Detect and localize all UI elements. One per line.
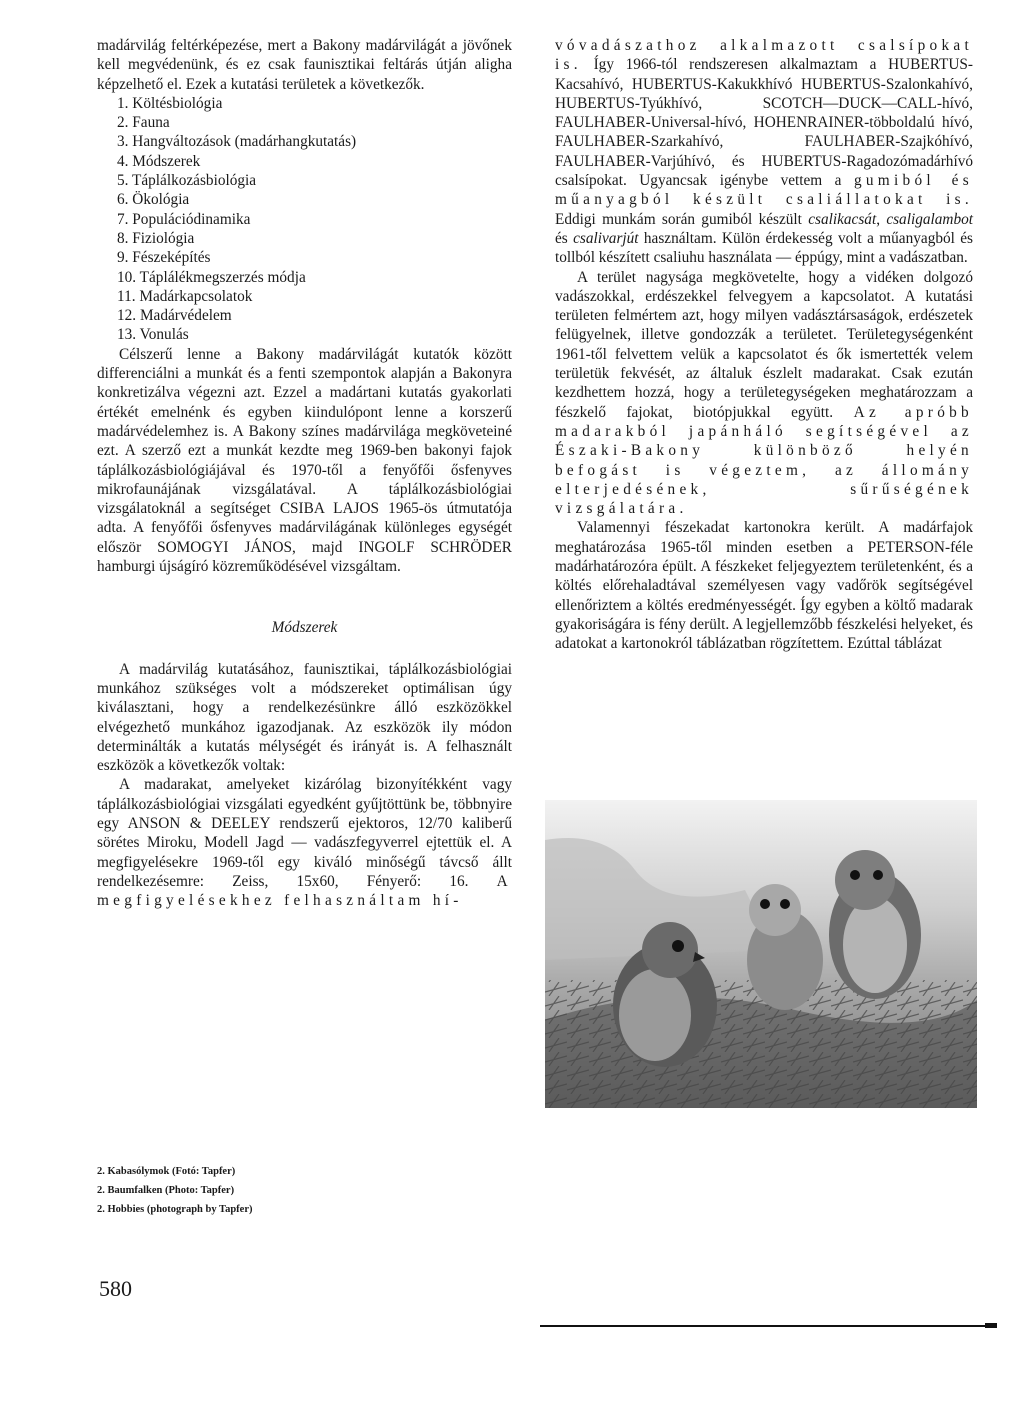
spaced-emphasis: Az apróbb madarakból japánháló segítségével az Északi-Bakony különböző helyén befogást is végeztem, az állomány elterjedésének, sűrűségének vizsgálatára. bbox=[555, 403, 973, 518]
section-heading: Módszerek bbox=[271, 619, 338, 637]
footer-rule bbox=[540, 1325, 995, 1327]
body-paragraph: Célszerű lenne a Bakony madárvilágát kutatók között differenciálni a munkát és a fenti szempontok alapján a Bakonyra konkretizálva végezni azt. Ezzel a madártani kutatás gyakorlati értékét emelnénk és egyben kiindulópont lenne a korszerű madárvédelemhez is. A Bakony színes madárvilága megköveteiné ezt. A szerző ezt a munkát kezdte meg 1969-ben bakonyi fajok táplálkozásbiológiájával és 1970-től a fenyőfői ősfenyves mikrofaunájának vizsgálatával. A táplálkozásbiológiai vizsgálatoknál a segítséget CSIBA LAJOS 1965-ös útmutatója adta. A fenyőfői ősfenyves madárvilágának különleges egységét először SOMOGYI JÁNOS, majd INGOLF SCHRÖDER hamburgi újságíró közreműködésével vizsgáltam. bbox=[97, 345, 512, 576]
italic-term: csalikacsát bbox=[808, 210, 877, 228]
italic-term: csaligalambot bbox=[886, 210, 973, 228]
spaced-emphasis: A megfigyelésekhez felhasználtam hí- bbox=[97, 872, 512, 910]
list-item: 5. Táplálkozásbiológia bbox=[117, 172, 257, 190]
body-paragraph: Valamennyi fészekadat kartonokra került. A madárfajok meghatározása 1965-től minden esetben a PETERSON-féle madárhatározóra épült. A fészkeket feljegyeztem területenként, és a költés előrehaladtával személyesen vagy vadőrök segítségével ellenőriztem a költés eredményességét. Így egyben a költő madarak gyakoriságára is fény derült. A legjellemzőbb fészkelési helyeket, és adatokat a kartonokról táblázatban rögzítettem. Ezúttal táblázat bbox=[555, 519, 973, 653]
list-item: 6. Ökológia bbox=[117, 191, 190, 209]
paragraph-text: A madarakat, amelyeket kizárólag bizonyítékként vagy táplálkozásbiológiai vizsgálati egyedként gyűjtöttünk be, többnyire egy ANSON & DEELEY rendszerű ejektoros, 12/70 kaliberű sörétes Miroku, Modell Jagd — vadászfegyverrel ejtettük el. A megfigyelésekre 1969-től egy kiváló minőségű távcső állt rendelkezésemre: Zeiss, 15x60, Fényerő: 16. bbox=[97, 776, 512, 890]
list-item: 9. Fészeképítés bbox=[117, 249, 211, 267]
spaced-emphasis: gumiból és műanyagból készült csaliállatokat is. bbox=[555, 172, 973, 209]
paragraph-text: és bbox=[555, 229, 568, 247]
body-paragraph: vóvadászathoz alkalmazott csalsípokat is. Így 1966-tól rendszeresen alkalmaztam a HUBERTUS-Kacsahívó, HUBERTUS-Kakukkhívó HUBERTUS-Szalonkahívó, HUBERTUS-Tyúkhívó, SCOTCH—DUCK—CALL-hívó, FAULHABER-Universal-hívó, HOHENRAINER-többoldalú hívó, FAULHABER-Szarkahívó, FAULHABER-Szajkóhívó, FAULHABER-Varjúhívó, és HUBERTUS-Ragadozómadárhívó csalsípokat. Ugyancsak igénybe vettem a gumiból és műanyagból készült csaliállatokat is. Eddigi munkám során gumiból készült csalikacsát, csaligalambot és csalivarjút használtam. Külön érdekesség volt a műanyagból és tollból készített csaliuhu használata — éppúgy, mint a vadászatban. bbox=[555, 37, 974, 267]
photo-captions bbox=[97, 1162, 253, 1219]
page-number: 580 bbox=[99, 1276, 132, 1301]
list-item: 11. Madárkapcsolatok bbox=[117, 287, 253, 305]
list-item: 2. Fauna bbox=[117, 114, 170, 132]
paragraph-text: A terület nagysága megkövetelte, hogy a vidéken dolgozó vadászokkal, erdészekkel felvegyem a kapcsolatot. A kutatási területen felmértem azt, hogy milyen vadásztársaságok, erdészetek felügyelnek, illetve gondozzák a területet. Területegységenként 1961-től felvettem velük a kapcsolatot és ők ismertették velem területük fekvését, az általuk észlelt madarakat. Csak ezután kezdhettem hozzá, hogy a területegységeken meghatározzam a fészkelő fajokat, biotópjukkal együtt. bbox=[555, 268, 973, 421]
list-item: 3. Hangváltozások (madárhangkutatás) bbox=[117, 133, 357, 151]
list-item: 12. Madárvédelem bbox=[117, 307, 232, 325]
list-item: 10. Táplálékmegszerzés módja bbox=[117, 268, 306, 286]
right-column bbox=[555, 36, 973, 654]
bird-photo-icon bbox=[545, 800, 977, 1108]
caption-german: 2. Baumfalken (Photo: Tapfer) bbox=[97, 1185, 235, 1196]
intro-paragraph: madárvilág feltérképezése, mert a Bakony madárvilágát a jövőnek kell megvédenünk, és ez csak faunisztikai feltárás útján aligha képzelhető el. Ezek a kutatási területek a következők. bbox=[97, 37, 512, 93]
body-paragraph bbox=[555, 268, 973, 519]
paragraph-text: Így 1966-tól rendszeresen alkalmaztam a HUBERTUS-Kacsahívó, HUBERTUS-Kakukkhívó HUBERTUS-Szalonkahívó, HUBERTUS-Tyúkhívó, SCOTCH—DUCK—CALL-hívó, FAULHABER-Universal-hívó, HOHENRAINER-többoldalú hívó, FAULHABER-Szarkahívó, FAULHABER-Szajkóhívó, FAULHABER-Varjúhívó, és HUBERTUS-Ragadozómadárhívó csalsípokat. Ugyancsak igénybe vettem a bbox=[555, 56, 974, 190]
body-paragraph bbox=[97, 775, 512, 910]
list-item: 13. Vonulás bbox=[117, 326, 189, 344]
spaced-emphasis: vóvadászathoz alkalmazott csalsípokat is. bbox=[555, 37, 973, 74]
list-item: 7. Populációdinamika bbox=[117, 210, 251, 228]
photo-young-hobbies bbox=[545, 800, 977, 1108]
list-item: 8. Fiziológia bbox=[117, 229, 195, 247]
italic-term: csalivarjút bbox=[573, 229, 639, 247]
paragraph-text: Eddigi munkám során gumiból készült bbox=[555, 210, 802, 228]
list-item: 1. Költésbiológia bbox=[117, 94, 223, 112]
research-topics-list bbox=[97, 94, 512, 345]
paragraph-text: használtam. Külön érdekesség volt a műanyagból és tollból készített csaliuhu használata — éppúgy, mint a vadászatban. bbox=[555, 229, 973, 267]
caption-english: 2. Hobbies (photograph by Tapfer) bbox=[97, 1204, 253, 1215]
caption-hungarian: 2. Kabasólymok (Fotó: Tapfer) bbox=[97, 1166, 236, 1177]
body-paragraph: A madárvilág kutatásához, faunisztikai, táplálkozásbiológiai munkához szükséges volt a módszereket optimálisan úgy kiválasztani, hogy a rendelkezésünkre álló eszközökkel elvégezhető munkához igazodjanak. Az eszközök ily módon determinálták a kutatás mélységét és irányát is. A felhasznált eszközök a következők voltak: bbox=[97, 660, 512, 775]
left-column bbox=[97, 36, 512, 910]
list-item: 4. Módszerek bbox=[117, 152, 201, 170]
footer-rule-end bbox=[985, 1323, 997, 1328]
